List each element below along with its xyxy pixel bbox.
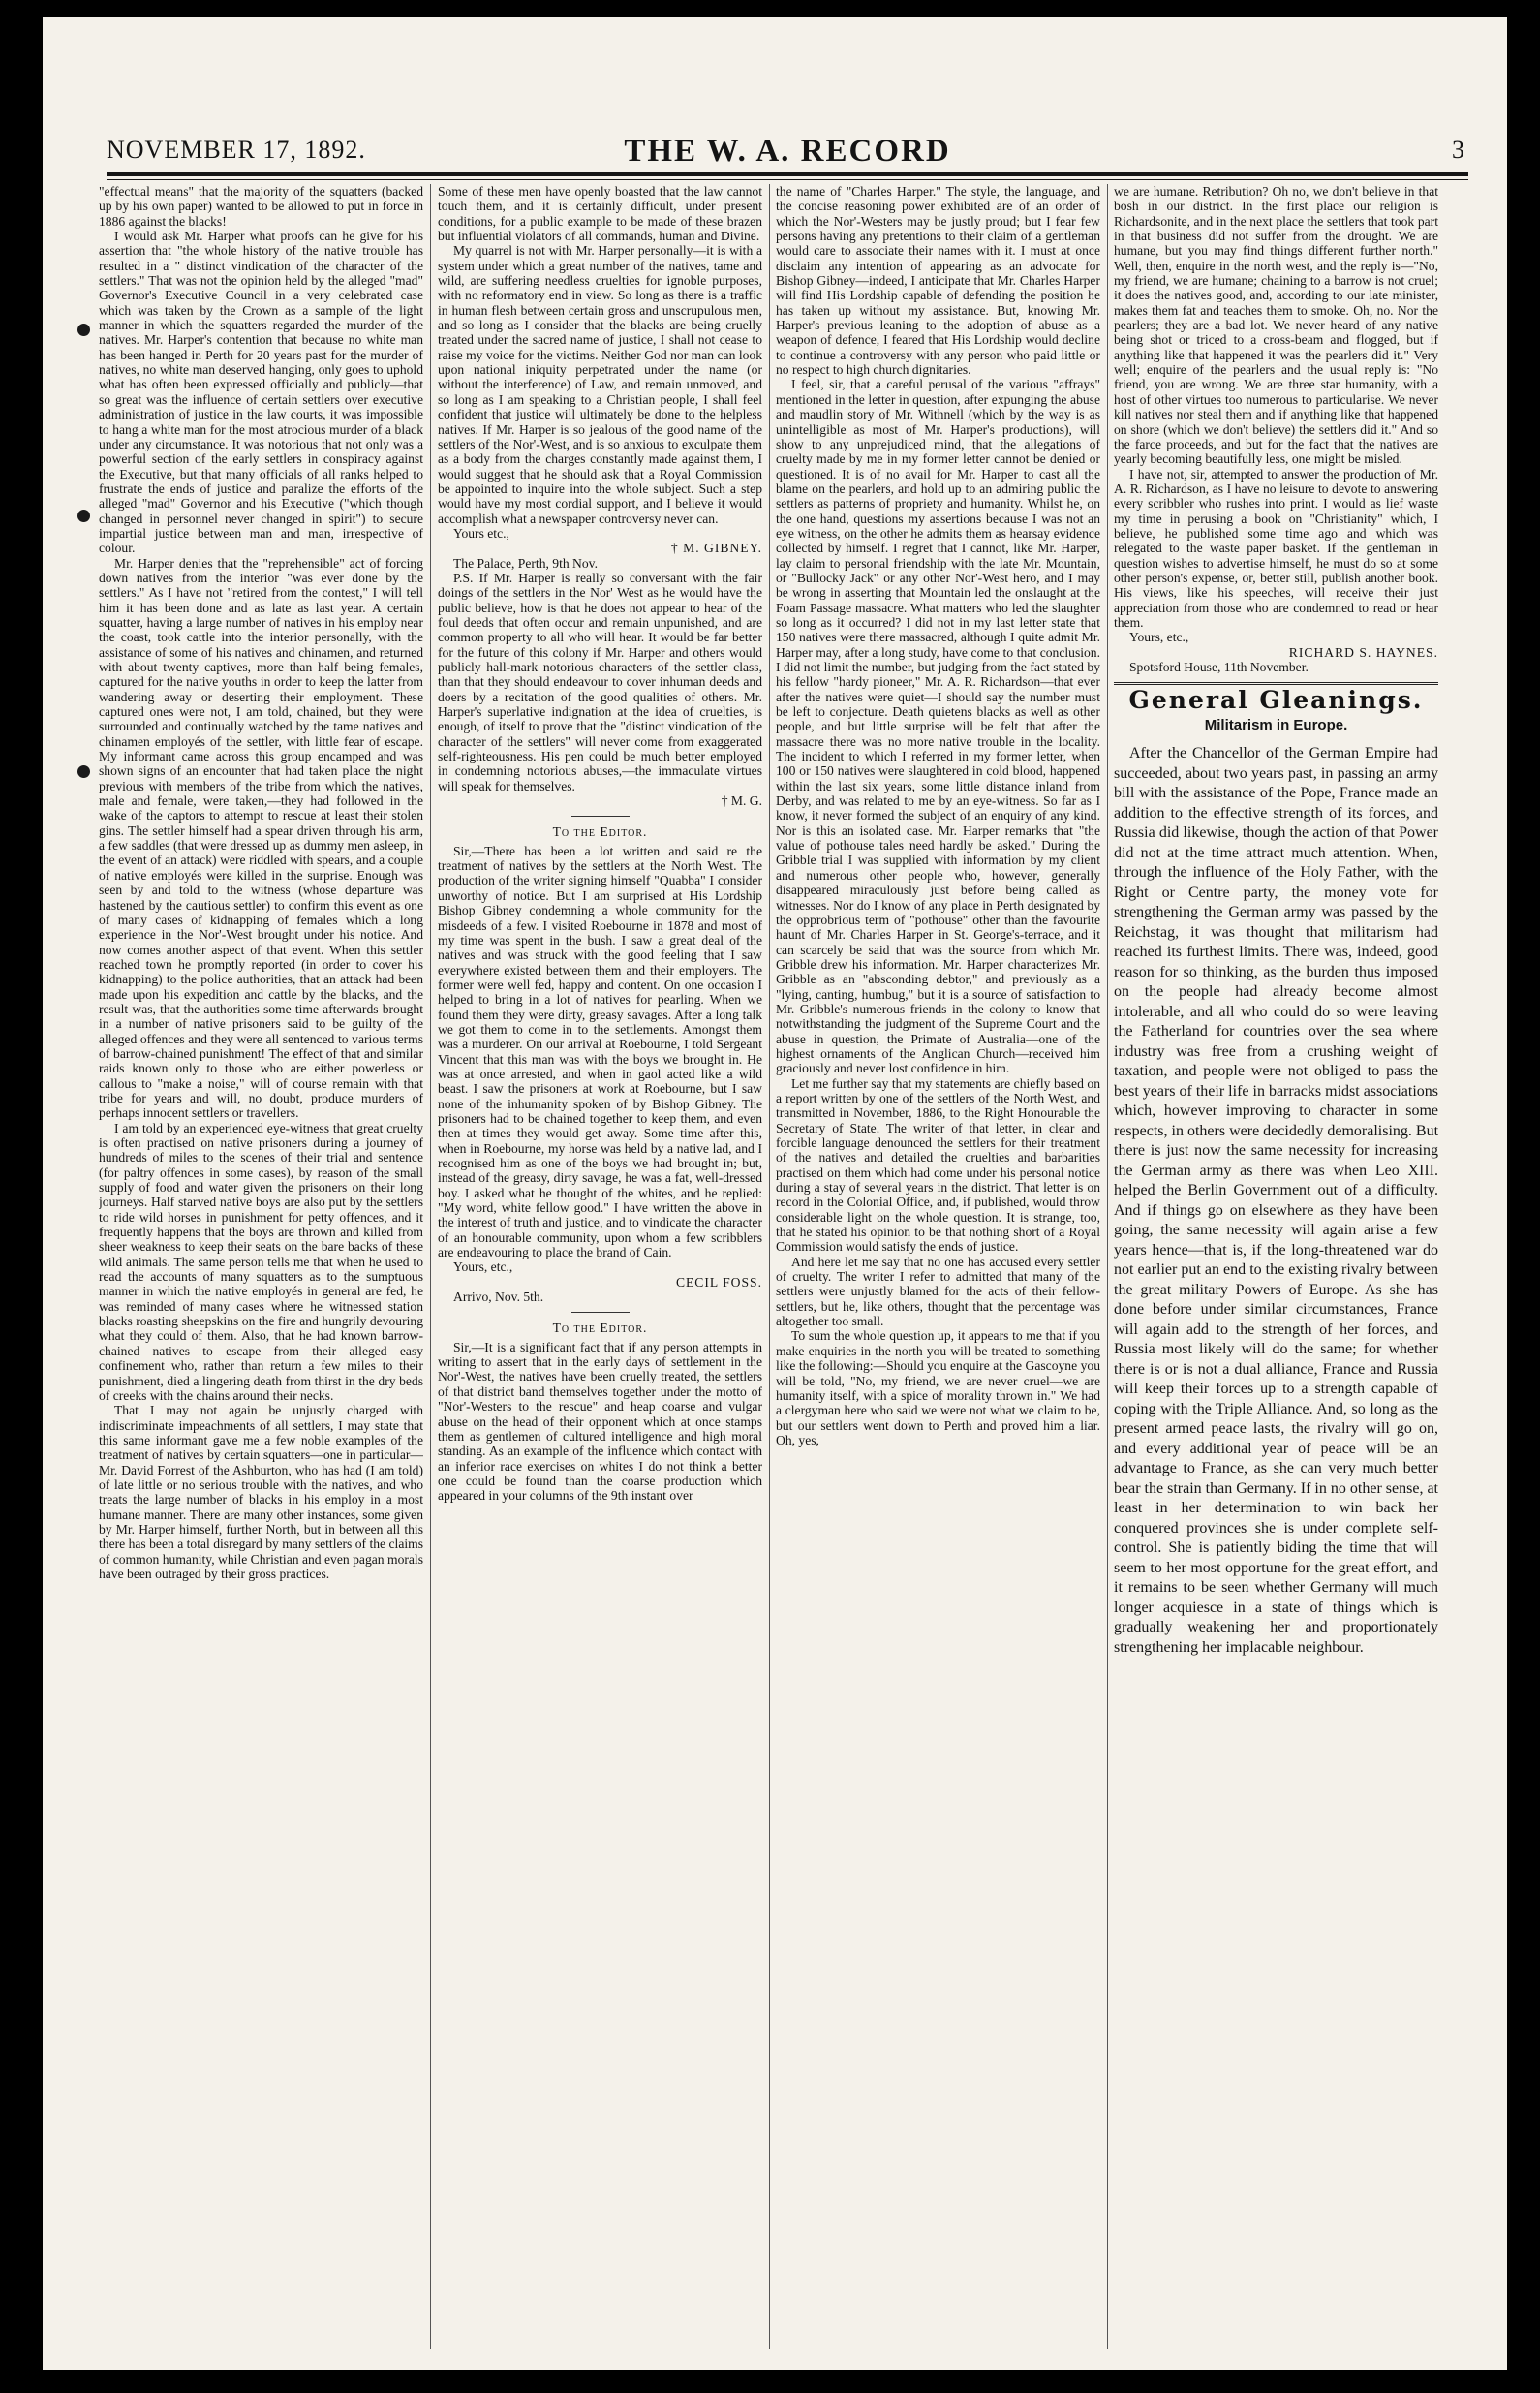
column-rule [769,184,770,2349]
letter-signature: RICHARD S. HAYNES. [1288,644,1438,660]
column-rule [1107,184,1108,2349]
divider [571,816,630,817]
paragraph: the name of "Charles Harper." The style, the language, and the concise reasoning power exhibited are of an order of which the Nor'-Westers may be justly proud; but I fear few persons having any pretentions to their claim of a gentleman would care to associate their names with it. I must at once disclaim any intention of appearing as an advocate for Bishop Gibney—indeed, I anticipate that Mr. Charles Harper will find His Lordship capable of defending the position he has taken up without my assistance. But, knowing Mr. Harper's previous leaning to the adoption of abuse as a weapon of defence, I feared that His Lordship would decline to continue a controversy with any person who paid little or no respect to high church dignitaries. [776,184,1100,378]
newspaper-title: THE W. A. RECORD [624,134,951,169]
section-divider [1114,682,1438,685]
paragraph: My quarrel is not with Mr. Harper personally—it is with a system under which a great number of the natives, tame and wild, are suffering needless cruelties for ignoble purposes, with no reformatory end in view. So long as there is a traffic in human flesh between certain gross and unscrupulous men, and so long as I consider that the blacks are being cruelly treated under the sacred name of justice, I shall not cease to raise my voice for the victims. Neither God nor man can look upon national iniquity perpetrated under the name (or without the interference) of Law, and remain unmoved, and so long as I am speaking to a Christian people, I shall feel confident that justice will ultimately be done to the helpless natives. If Mr. Harper is so jealous of the good name of the settlers of the Nor'-West, and is so anxious to exculpate them as a body from the charges constantly made against them, I would suggest that he should ask that a Royal Commission be appointed to inquire into the whole subject. Such a step would have my most cordial support, and I believe it would accomplish what a newspaper controversy never can. [438,243,762,526]
letter-place-date: Arrivo, Nov. 5th. [453,1290,544,1305]
punch-hole-mark [77,324,90,336]
letter-signature: CECIL FOSS. [675,1274,762,1290]
paragraph: "effectual means" that the majority of the squatters (backed up by his own paper) wanted to be allowed to put in force in 1886 against the blacks! [99,184,423,229]
letter-closing: Yours, etc., [453,1259,513,1275]
section-heading: To the Editor. [552,824,648,840]
newspaper-page [43,17,1507,2370]
masthead-rule [107,172,1468,180]
paragraph: Mr. Harper denies that the "reprehensible" act of forcing down natives from the interior "was ever done by the settlers." As I have not "retired from the contest," I will tell him it has been done and as late as last year. A certain squatter, having a large number of natives in his employ near the coast, took cattle into the interior personally, with the assistance of some of his natives and chinamen, and returned with about twenty captives, more than half being females, captured for the native youths in order to keep the latter from wandering away or deserting their employment. These captured ones were not, I am told, chained, but they were surrounded and continually watched by the tame natives and chinamen employés of the settler, with little fear of escape. My informant came across this group encamped and was shown signs of an encounter that had taken place the night previous with members of the tribe from which the natives, male and female, were taken,—they had followed in the wake of the captors to attempt to rescue at least their stolen gins. The settler himself had a spear driven through his arm, a few saddles (that were dressed up as dummy men asleep, in the event of an attack) were riddled with spears, and a couple of native employés were killed in the surprise. Enough was seen by and told to the witness (whose departure was hastened by the cautious settler) to confirm this event as one of many cases of kidnapping of females which a long experience in the Nor'-West brought under his notice. And now comes another aspect of that event. When this settler reached town he promptly reported (in order to cover his kidnapping) to the police authorities, that an attack had been made upon his expedition and cattle by the blacks, and the result was, that the authorities some time afterwards brought in a number of native prisoners said to be guilty of the alleged offences and they were all sentenced to various terms of barrow-chained punishment! The effect of that and similar raids known only to those who are either powerless or callous to "make a noise," will of course remain with that tribe for years and will, no doubt, produce murders of perhaps innocent settlers or travellers. [99,555,423,1121]
paragraph: we are humane. Retribution? Oh no, we don't believe in that bosh in our district. In the first place our religion is Richardsonite, and in the next place the settlers that took part in that business did not suffer from the drought. We are humane, but you may find things different further north." Well, then, enquire in the north west, and the reply is—"No, my friend, we are humane; chaining to a barrow is not cruel; it does the natives good, and, according to our late minister, makes them fat and teaches them to smoke. Oh, no. Nor the pearlers; they are a bad lot. We never heard of any native being shot or triced to a cross-beam and flogged, but if anything like that happened it was the pearlers did it." Very well; enquire of the pearlers and the usual reply is: "No friend, you are wrong. We are three star humanity, with a host of other virtues too numerous to particularise. We never kill natives nor steal them and if anything like that happened on shore (which we don't believe) the settlers did it." And so the farce proceeds, and but for the fact that the natives are yearly becoming beautifully less, one might be misled. [1114,184,1438,467]
column-4 [1114,184,1438,2349]
paragraph: I feel, sir, that a careful perusal of the various "affrays" mentioned in the letter in question, after expunging the abuse and maudlin story of Mr. Withnell (which by the way is as unintelligible as most of Mr. Harper's productions), will show to any unprejudiced mind, that the allegations of cruelty made by me in my former letter cannot be denied or questioned. It is of no avail for Mr. Harper to cast all the blame on the pearlers, and hold up to an admiring public the settlers as patterns of propriety and humanity. Whilst he, on the one hand, questions my assertions because I was not an eye witness, on the other he admits them as hearsay evidence collected by himself. I regret that I cannot, like Mr. Harper, lay claim to personal friendship with the late Mr. Mountain, or "Bullocky Jack" or any other Nor'-West hero, and I may be wrong in asserting that Mountain led the onslaught at the Foam Passage massacre. What matters who led the slaughter so long as it occurred? I did not in my last letter state that 150 natives were there massacred, although I quite admit Mr. Harper may, after a long study, have come to that conclusion. I did not limit the number, but judging from the fact stated by his fellow "hardy pioneer," Mr. A. R. Richardson—that ever after the natives were quiet—I should say the number must be left to conjecture. Death quietens blacks as well as other people, and but little surprise will be felt that after the massacre there was no more native trouble in the locality. The incident to which I referred in my former letter, when 100 or 150 natives were slaughtered in cold blood, happened within the last six years, some little distance inland from Derby, and was related to me by an eye-witness. So far as I know, it never formed the subject of an enquiry of any kind. Nor is this an isolated case. Mr. Harper remarks that "the value of pothouse tales need hardly be asked." During the Gribble trial I was supplied with information by my client and numerous other people who, however, generally disappeared miraculously just before being called as witnesses. Nor do I know of any place in Perth designated by the opprobrious term of "pothouse" other than the favourite haunt of Mr. Charles Harper in St. George's-terrace, and it can scarcely be said that was the source from which Mr. Gribble drew his information. Mr. Harper characterizes Mr. Gribble as an "absconding debtor," and previously as a "lying, canting, humbug," but it is a source of satisfaction to Mr. Gribble's numerous friends in the colony to know that notwithstanding the judgment of the Supreme Court and the abuse in question, the Primate of Australia—one of the highest ornaments of the Anglican Church—received him graciously and never lost confidence in him. [776,377,1100,1076]
paragraph: Let me further say that my statements are chiefly based on a report written by one of the settlers of the North West, and transmitted in November, 1886, to the Right Honourable the Secretary of State. The writer of that letter, in clear and forcible language denounced the settlers for their treatment of the natives and detailed the cruelties and barbarities practised on them which had come under his personal notice during a stay of several years in the district. That letter is on record in the Colonial Office, and, if published, would throw considerable light on the whole question. It is strange, too, that he stated his opinion to be that nothing short of a Royal Commission would satisfy the ends of justice. [776,1075,1100,1255]
letter-signature: † M. GIBNEY. [670,541,762,556]
letter-place-date: The Palace, Perth, 9th Nov. [453,555,598,571]
divider [571,1312,630,1313]
column-3 [776,184,1100,2349]
masthead [107,136,1468,172]
column-rule [430,184,431,2349]
paragraph: I would ask Mr. Harper what proofs can he give for his assertion that "the whole history of the native trouble has resulted in a " distinct vindication of the character of the settlers." That was not the opinion held by the alleged "mad" Governor's Executive Council in a very celebrated case which was taken by the Crown as a sample of the light manner in which the squatters regarded the murder of the natives. Mr. Harper's contention that because no white man has been hanged in Perth for 20 years past for the murder of natives, no white man deserved hanging, only goes to uphold what has often been expressed officially and publicly—that so great was the influence of certain settlers over executive administration of justice in the law courts, it was impossible to hang a white man for the most atrocious murder of a black under any circumstance. It was notorious that not only was a powerful section of the early settlers in conspiracy against the Executive, but that many officials of all ranks helped to frustrate the ends of justice and paralize the efforts of the alleged "mad" Governor and his Executive ("which though changed in personnel never changed in spirit") to secure impartial justice between man and man, irrespective of colour. [99,229,423,556]
page-number: 3 [1452,136,1464,164]
letter-closing: Yours etc., [453,525,509,541]
punch-hole-mark [77,510,90,522]
paragraph: Sir,—There has been a lot written and said re the treatment of natives by the settlers at the North West. The production of the writer signing himself "Quabba" I consider unworthy of notice. But I am surprised at His Lordship Bishop Gibney condemning a whole community for the misdeeds of a few. I visited Roebourne in 1878 and most of my time was spent in the bush. I saw a great deal of the natives and was struck with the good feeling that I saw everywhere existed between them and their employers. The former were well fed, happy and content. On one occasion I helped to bring in a lot of natives for pearling. When we found them they were dirty, greasy savages. After a long talk we got them to come in to the settlements. Amongst them was a murderer. On our arrival at Roebourne, I told Sergeant Vincent that this man was with the boys we brought in. He was at once arrested, and when in gaol acted like a wild beast. I saw the prisoners at work at Roebourne, but I saw none of the inhumanity spoken of by Bishop Gibney. The prisoners had to be chained together to keep them, and even then at times they would get away. Some time after this, when in Roebourne, my horse was held by a native lad, and I recognised him as one of the boys we had brought in; but, instead of the greasy, dirty savage, he was a fat, well-dressed boy. I asked what he thought of the whites, and he replied: "My word, white fellow good." I have written the above in the interest of truth and justice, and to vindicate the character of an honourable community, upon whom a few scribblers are endeavouring to place the brand of Cain. [438,843,762,1260]
paragraph: I have not, sir, attempted to answer the production of Mr. A. R. Richardson, as I have no leisure to devote to answering every scribbler who rushes into print. I would as lief waste my time in perusing a book on "Christianity" which, I believe, he published some time ago and which was relegated to the waste paper basket. If the gentleman in question wishes to advertise himself, he must do so at some other person's expense, or, better still, publish another book. His views, like his speeches, will receive their just appreciation from those who are condemned to read or hear them. [1114,466,1438,630]
postscript: P.S. If Mr. Harper is really so conversant with the fair doings of the settlers in the Nor' West as he would have the public believe, how is that he does not appear to hear of the foul deeds that often occur and remain unpunished, and are common property to all who will hear. It would be far better for the future of this colony if Mr. Harper and others would publicly hall-mark notorious characters of the settler class, than that they should endeavour to cover inhuman deeds and doers by a recitation of the good qualities of others. Mr. Harper's superlative indignation at the idea of cruelties, is enough, of itself to prove that the "distinct vindication of the character of the settlers" will never come from exaggerated self-righteousness. His pen could be much better employed in condemning notorious abuses,—the immaculate virtues will speak for themselves. [438,570,762,793]
postscript-signature: † M. G. [721,793,762,809]
section-heading: To the Editor. [552,1321,648,1336]
paragraph: Sir,—It is a significant fact that if any person attempts in writing to assert that in the early days of settlement in the Nor'-West, the natives have been cruelly treated, the settlers of that district band themselves together under the motto of "Nor'-Westers to the rescue" and heap coarse and vulgar abuse on the head of their opponent which at once stamps them as gentlemen of cultured intelligence and high moral standing. As an example of the influence which contact with an inferior race exercises on whites I do not think a better one could be found than the coarse production which appeared in your columns of the 9th instant over [438,1339,762,1504]
column-1 [99,184,423,2349]
article-headline: Militarism in Europe. [1204,716,1348,733]
letter-place-date: Spotsford House, 11th November. [1129,660,1309,674]
paragraph: Some of these men have openly boasted that the law cannot touch them, and it is certainly difficult, under present conditions, for a public example to be made of these brazen but influential violators of all commands, human and Divine. [438,184,762,244]
punch-hole-mark [77,765,90,778]
paragraph: I am told by an experienced eye-witness that great cruelty is often practised on native prisoners during a journey of hundreds of miles to the scenes of their trial and sentence (for paltry offences in some cases), by reason of the small supply of food and water given the prisoners on their long journeys. Half starved native boys are also put by the settlers to ride wild horses in punishment for petty offences, and it frequently happens that the boys are thrown and killed from sheer weakness to keep their seats on the bare backs of these wild animals. The same person tells me that when he used to read the accounts of many squatters as to the sumptuous manner in which the native employés in general are fed, he was reminded of many cases where he witnessed station blacks roasting sheepskins on the fire and hungrily devouring what they could of them. Also, that he had known barrow-chained natives to escape from their alleged easy confinement who, rather than return a few miles to their punishment, died a lingering death from thirst in the dry beds of creeks with the chains around their necks. [99,1120,423,1403]
section-title: General Gleanings. [1128,686,1424,715]
letter-closing: Yours, etc., [1129,630,1189,645]
column-2 [438,184,762,2349]
article-paragraph: After the Chancellor of the German Empire had succeeded, about two years past, in passing an army bill with the assistance of the Pope, France made an addition to the effective strength of its forces, and Russia did likewise, though the action of that Power did not at the time attract much attention. When, through the influence of the Holy Father, with the Right or Centre party, the money vote for strengthening the German army was passed by the Reichstag, it was thought that militarism had reached its furthest limits. There was, indeed, good reason for so thinking, as the burden thus imposed on the people had already become almost intolerable, and all who could do so were leaving the Fatherland for countries over the sea where industry was free from a crushing weight of taxation, and people were not obliged to pass the best years of their life in barracks midst associations which, however improving to character in some respects, in others were decidedly demoralising. But there is just now the same necessity for increasing the German army as there was when Leo XIII. helped the Berlin Government out of a difficulty. And if things go on elsewhere as they have been going, the same necessity will again arise a few years hence—that is, if the long-threatened war do not earlier put an end to the existing rivalry between the great military Powers of Europe. As she has done before under similar circumstances, France will again add to the strength of her forces, and Russia most likely will do the same; for whether there is or is not a dual alliance, France and Russia will keep their forces up to a strength capable of coping with the Triple Alliance. And, so long as the present armed peace lasts, the rivalry will go on, and every additional year of peace will be an advantage to France, as she can very much better bear the strain than Germany. If in no other sense, at least in her determination to win back her conquered provinces she is under complete self-control. She is patiently biding the time that will seem to her most opportune for the great effort, and it remains to be seen whether Germany will much longer acquiesce in a state of things which is gradually weakening her and proportionately strengthening her implacable neighbour. [1114,745,1438,1656]
paragraph: That I may not again be unjustly charged with indiscriminate impeachments of all settlers, I may state that this same informant gave me a few noble examples of the treatment of natives by certain squatters—one in particular—Mr. David Forrest of the Ashburton, who has had (I am told) of late little or no serious trouble with the natives, and who treats the large number of blacks in his employ in a most humane manner. There are many other instances, some given by Mr. Harper himself, further North, but in between all this there has been a total disregard by many settlers of the claims of common humanity, while Christian and even pagan morals have been outraged by their gross practices. [99,1403,423,1581]
paragraph: And here let me say that no one has accused every settler of cruelty. The writer I refer to admitted that many of the settlers were unjustly blamed for the acts of their fellow-settlers, but he, like others, thought that the percentage was altogether too small. [776,1254,1100,1329]
paragraph: To sum the whole question up, it appears to me that if you make enquiries in the north you will be treated to something like the following:—Should you enquire at the Gascoyne you will be told, "No, my friend, we are never cruel—we are humanity itself, with a spice of morality thrown in." We had a clergyman here who said we were not what we claim to be, but our settlers went down to Perth and proved him a liar. Oh, yes, [776,1328,1100,1447]
issue-date: NOVEMBER 17, 1892. [107,136,366,164]
